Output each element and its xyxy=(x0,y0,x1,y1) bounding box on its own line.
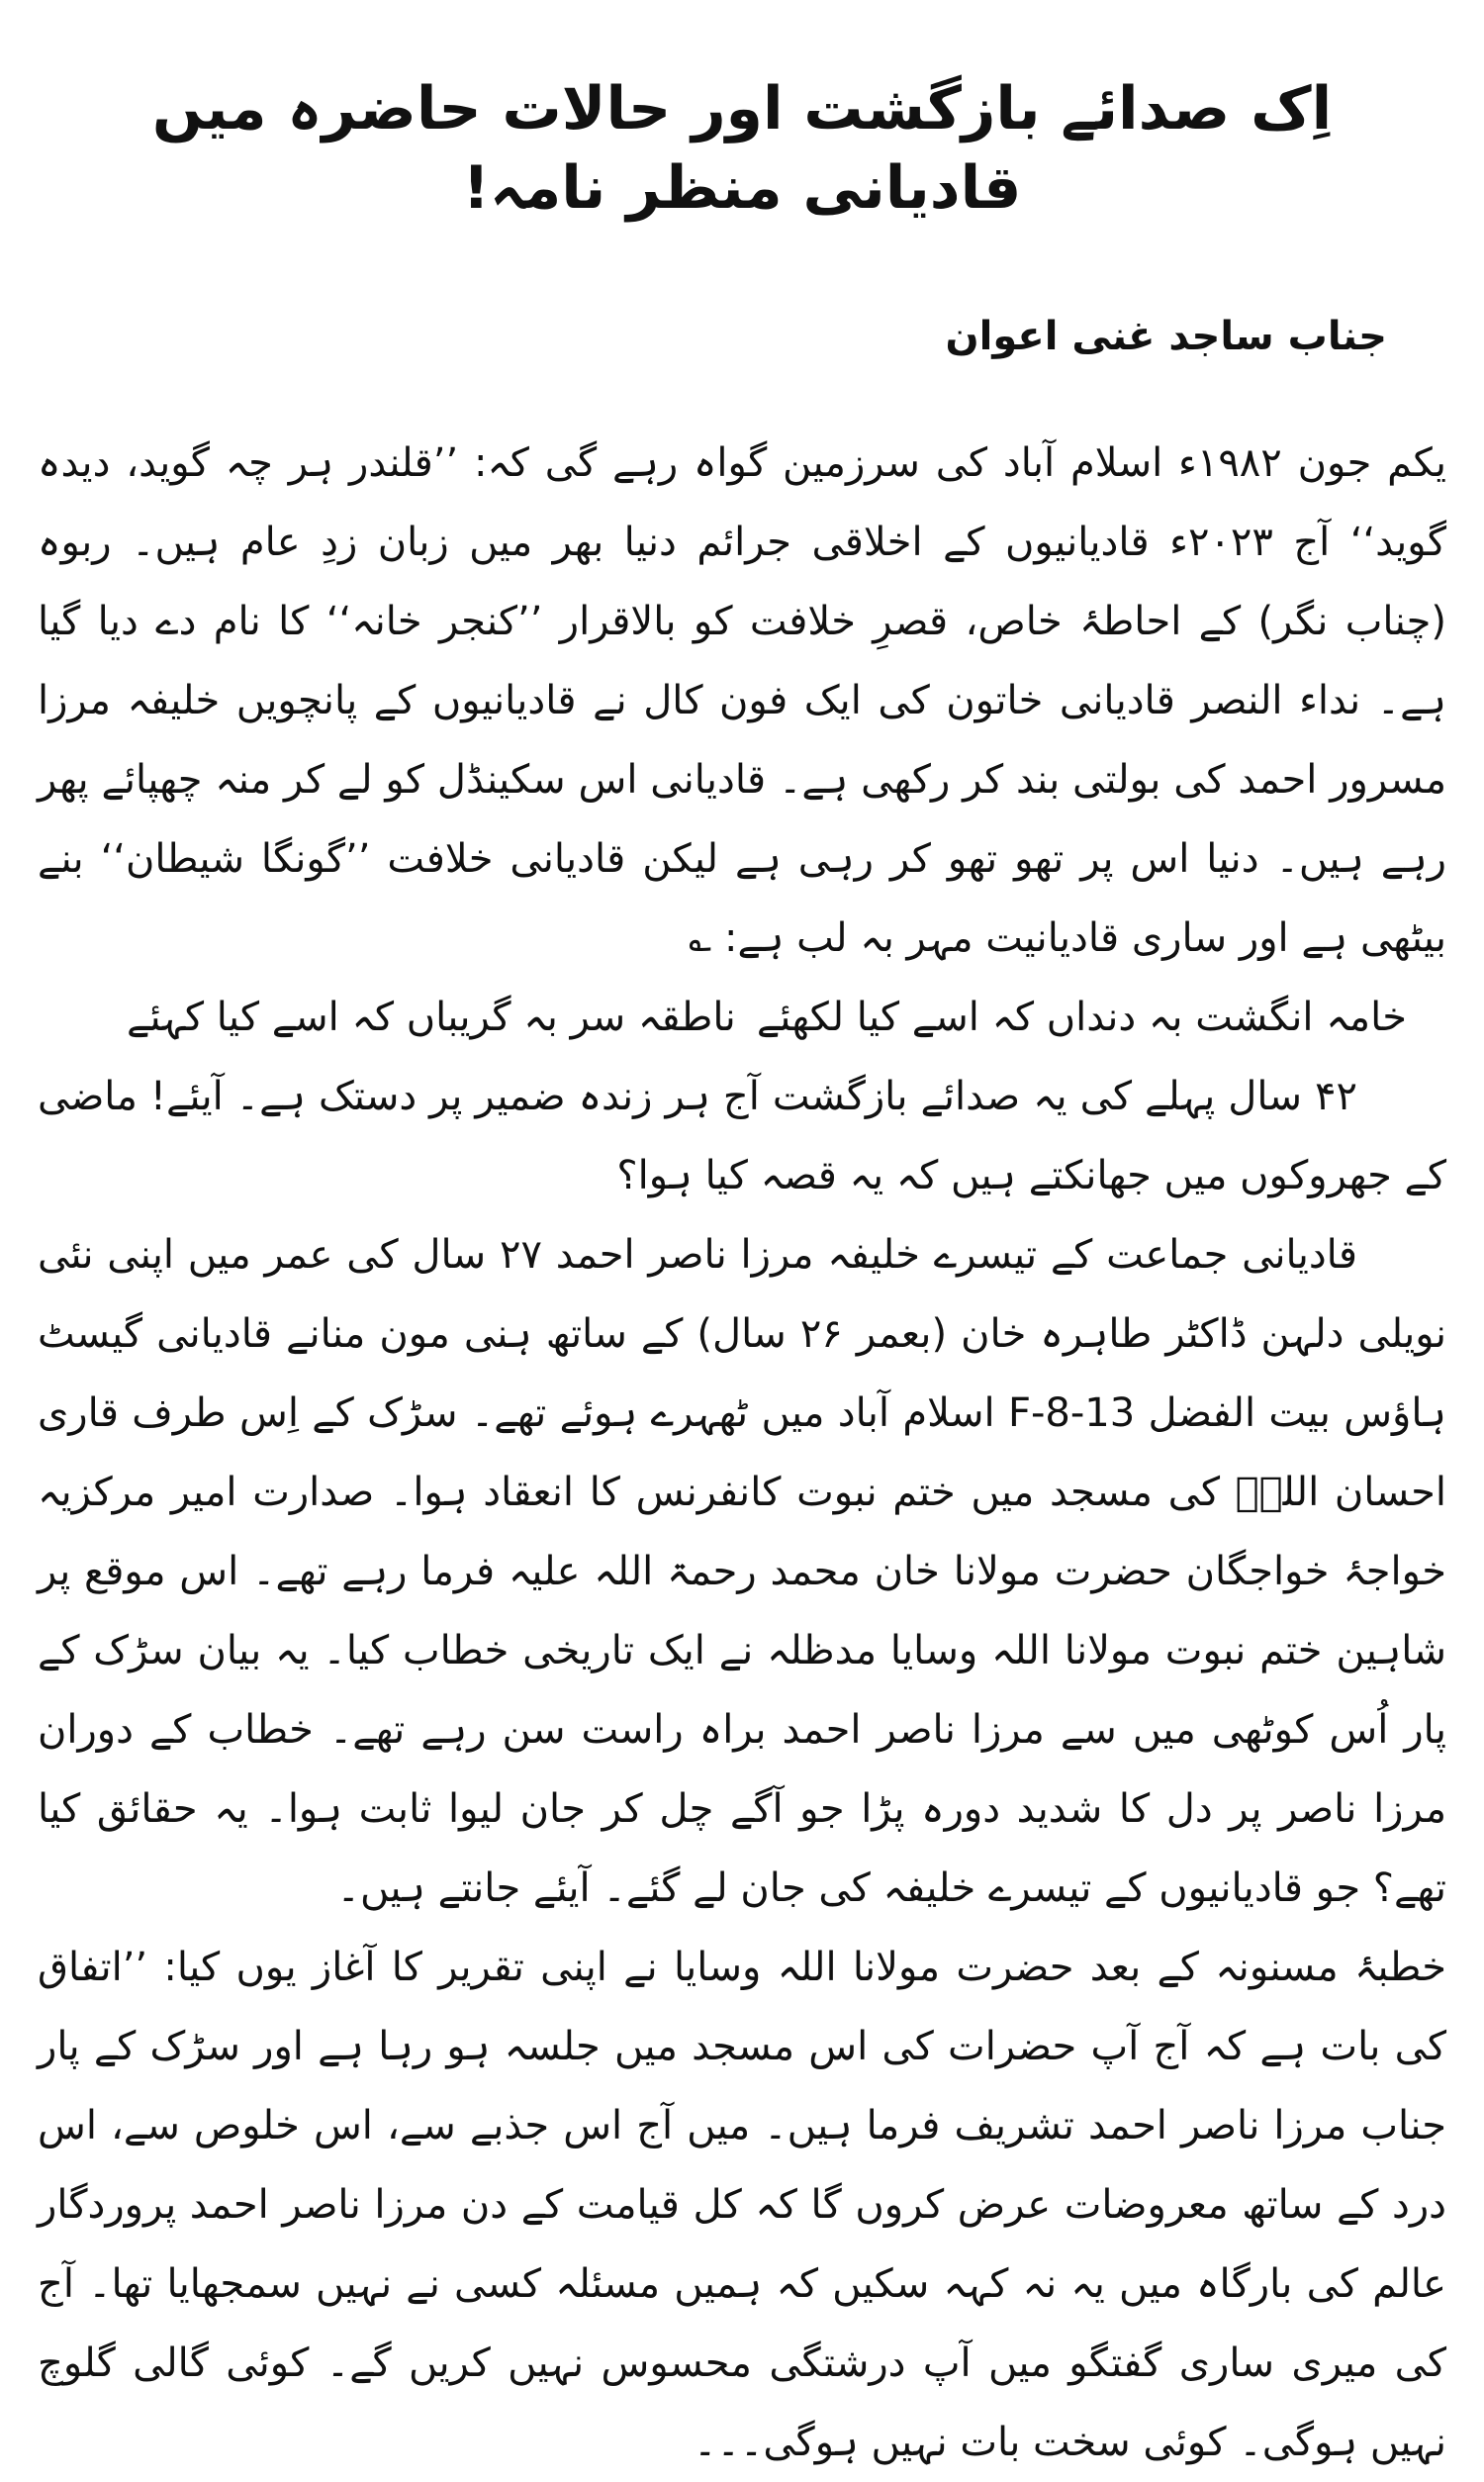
paragraph-history: قادیانی جماعت کے تیسرے خلیفہ مرزا ناصر احمد ۲۷ سال کی عمر میں اپنی نئی نویلی دلہن ڈاکٹر طاہرہ خان (بعمر ۲۶ سال) کے ساتھ ہنی مون منانے قادیانی گیسٹ ہاؤس بیت الفضل F-8-13 اسلام آباد میں ٹھہرے ہوئے تھے۔ سڑک کے اِس طرف قاری احسان اللہؒ کی مسجد میں ختم نبوت کانفرنس کا انعقاد ہوا۔ صدارت امیر مرکزیہ خواجۂ خواجگان حضرت مولانا خان محمد رحمۃ اللہ علیہ فرما رہے تھے۔ اس موقع پر شاہین ختم نبوت مولانا اللہ وسایا مدظلہ نے ایک تاریخی خطاب کیا۔ یہ بیان سڑک کے پار اُس کوٹھی میں سے مرزا ناصر احمد براہ راست سن رہے تھے۔ خطاب کے دوران مرزا ناصر پر دل کا شدید دورہ پڑا جو آگے چل کر جان لیوا ثابت ہوا۔ یہ حقائق کیا تھے؟ جو قادیانیوں کے تیسرے خلیفہ کی جان لے گئے۔ آیئے جانتے ہیں۔ xyxy=(38,1232,1446,1911)
article-body xyxy=(38,424,1446,2482)
article-author: جناب ساجد غنی اعوان xyxy=(945,314,1387,359)
article-title: اِک صدائے بازگشت اور حالات حاضرہ میں قادیانی منظر نامہ! xyxy=(151,74,1333,223)
paragraph-intro: یکم جون ۱۹۸۲ء اسلام آباد کی سرزمین گواہ رہے گی کہ: ’’قلندر ہر چہ گوید، دیدہ گوید‘‘ آج ۲۰۲۳ء قادیانیوں کے اخلاقی جرائم دنیا بھر میں زبان زدِ عام ہیں۔ ربوہ (چناب نگر) کے احاطۂ خاص، قصرِ خلافت کو بالاقرار ’’کنجر خانہ‘‘ کا نام دے دیا گیا ہے۔ نداء النصر قادیانی خاتون کی ایک فون کال نے قادیانیوں کے پانچویں خلیفہ مرزا مسرور احمد کی بولتی بند کر رکھی ہے۔ قادیانی اس سکینڈل کو لے کر منہ چھپائے پھر رہے ہیں۔ دنیا اس پر تھو تھو کر رہی ہے لیکن قادیانی خلافت ’’گونگا شیطان‘‘ بنے بیٹھی ہے اور ساری قادیانیت مہر بہ لب ہے: ؎ xyxy=(38,440,1446,961)
paragraph-echo: ۴۲ سال پہلے کی یہ صدائے بازگشت آج ہر زندہ ضمیر پر دستک ہے۔ آیئے! ماضی کے جھروکوں میں جھانکتے ہیں کہ یہ قصہ کیا ہوا؟ xyxy=(38,1074,1446,1198)
poetry-couplet xyxy=(38,978,1446,1057)
paragraph-speech: خطبۂ مسنونہ کے بعد حضرت مولانا اللہ وسایا نے اپنی تقریر کا آغاز یوں کیا: ’’اتفاق کی بات ہے کہ آج آپ حضرات کی اس مسجد میں جلسہ ہو رہا ہے اور سڑک کے پار جناب مرزا ناصر احمد تشریف فرما ہیں۔ میں آج اس جذبے سے، اس خلوص سے، اس درد کے ساتھ معروضات عرض کروں گا کہ کل قیامت کے دن مرزا ناصر احمد پروردگار عالم کی بارگاہ میں یہ نہ کہہ سکیں کہ ہمیں مسئلہ کسی نے نہیں سمجھایا تھا۔ آج کی میری ساری گفتگو میں آپ درشتگی محسوس نہیں کریں گے۔ کوئی گالی گلوچ نہیں ہوگی۔ کوئی سخت بات نہیں ہوگی۔۔۔ xyxy=(38,1945,1446,2465)
couplet-first-line: خامہ انگشت بہ دنداں کہ اسے کیا لکھئے xyxy=(756,995,1407,1040)
couplet-second-line: ناطقہ سر بہ گریباں کہ اسے کیا کہئے xyxy=(127,995,736,1040)
